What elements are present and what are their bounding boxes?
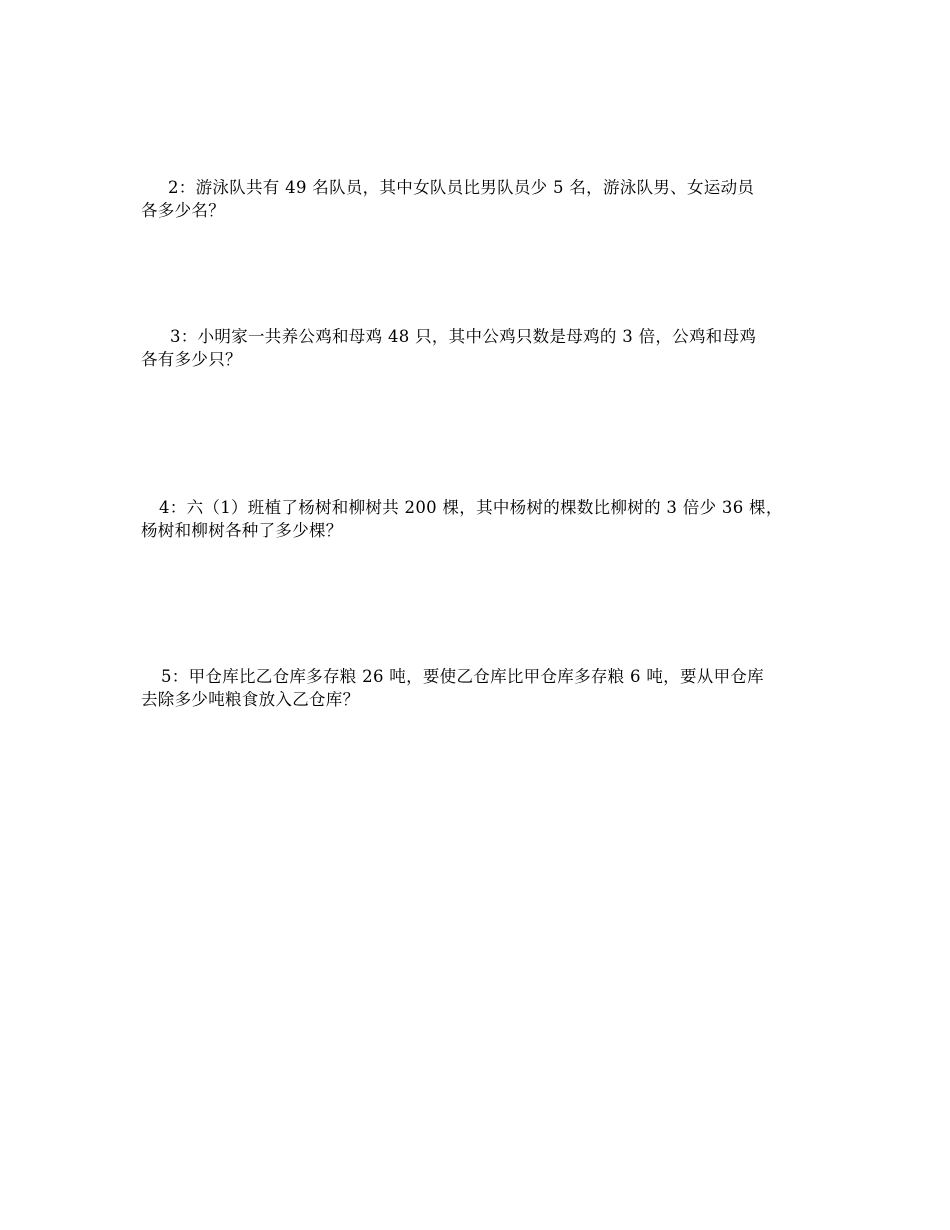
problem-3	[141, 325, 813, 371]
problem-2-line-2: 各多少名？	[141, 201, 225, 220]
problem-2	[141, 176, 813, 222]
problem-4-line-1: 4：六（1）班植了杨树和柳树共 200 棵，其中杨树的棵数比柳树的 3 倍少 36 棵，	[159, 498, 783, 517]
problem-4-line-2: 杨树和柳树各种了多少棵？	[141, 521, 343, 540]
problem-2-line-1: 2：游泳队共有 49 名队员，其中女队员比男队员少 5 名，游泳队男、女运动员	[168, 178, 755, 197]
problem-5-line-1: 5：甲仓库比乙仓库多存粮 26 吨，要使乙仓库比甲仓库多存粮 6 吨，要从甲仓库	[161, 667, 764, 686]
problem-5	[141, 665, 813, 711]
problem-5-line-2: 去除多少吨粮食放入乙仓库？	[141, 690, 360, 709]
problem-3-line-2: 各有多少只？	[141, 350, 242, 369]
problem-4	[141, 496, 813, 542]
problem-3-line-1: 3：小明家一共养公鸡和母鸡 48 只，其中公鸡只数是母鸡的 3 倍，公鸡和母鸡	[170, 327, 757, 346]
